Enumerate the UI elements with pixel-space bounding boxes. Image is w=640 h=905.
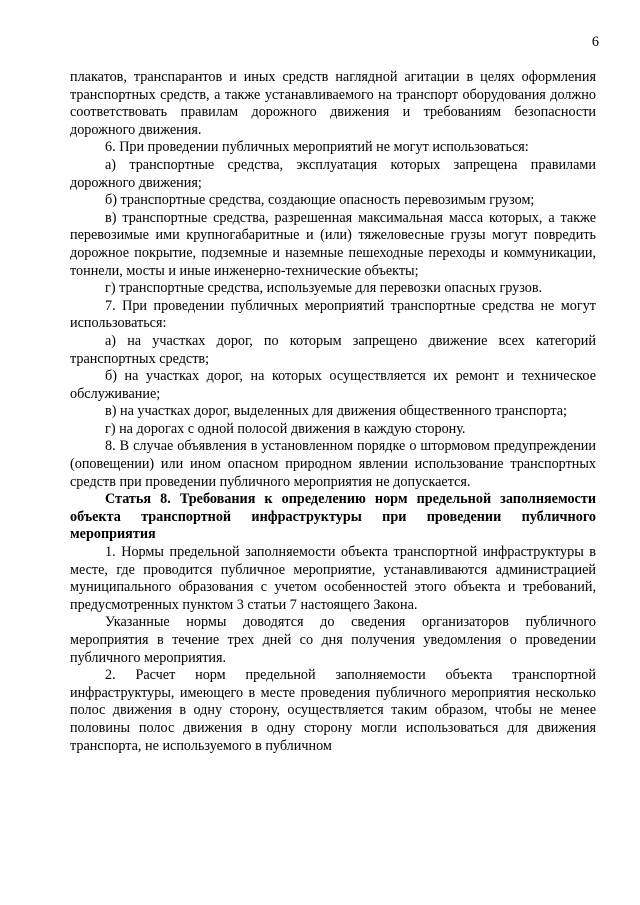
paragraph-continuation: плакатов, транспарантов и иных средств наглядной агитации в целях оформления транспортных средств, а также устанавливаемого на транспорт оборудования должно соответствовать правилам дорожного движения и требованиям безопасности дорожного движения. bbox=[70, 69, 596, 138]
paragraph-item-6a: а) транспортные средства, эксплуатация которых запрещена правилами дорожного движения; bbox=[70, 156, 596, 191]
paragraph-article8-notice: Указанные нормы доводятся до сведения организаторов публичного мероприятия в течение трех дней со дня получения уведомления о проведении публичного мероприятия. bbox=[70, 614, 596, 666]
document-body bbox=[70, 69, 596, 755]
paragraph-article8-item-2: 2. Расчет норм предельной заполняемости объекта транспортной инфраструктуры, имеющего в месте проведения публичного мероприятия несколько полос движения в одну сторону, осуществляется таким образом, чтобы не менее половины полос движения в одну сторону могли использоваться для движения транспорта, не используемого в публичном bbox=[70, 667, 596, 754]
paragraph-item-6b: б) транспортные средства, создающие опасность перевозимым грузом; bbox=[105, 192, 535, 209]
paragraph-item-6: 6. При проведении публичных мероприятий не могут использоваться: bbox=[105, 139, 529, 156]
paragraph-item-7a: а) на участках дорог, по которым запрещено движение всех категорий транспортных средств; bbox=[70, 332, 596, 367]
paragraph-item-7: 7. При проведении публичных мероприятий транспортные средства не могут использоваться: bbox=[70, 297, 596, 332]
article-heading: Статья 8. Требования к определению норм предельной заполняемости объекта транспортной инфраструктуры при проведении публичного мероприятия bbox=[70, 491, 596, 543]
paragraph-item-6v: в) транспортные средства, разрешенная максимальная масса которых, а также перевозимые ими крупногабаритные и (или) тяжеловесные грузы могут повредить дорожное покрытие, подземные и наземные пешеходные переходы и коммуникации, тоннели, мосты и иные инженерно-технические объекты; bbox=[70, 209, 596, 279]
page-number: 6 bbox=[591, 34, 599, 50]
paragraph-item-6g: г) транспортные средства, используемые для перевозки опасных грузов. bbox=[105, 280, 543, 297]
paragraph-item-7v: в) на участках дорог, выделенных для движения общественного транспорта; bbox=[105, 403, 567, 420]
paragraph-article8-item-1: 1. Нормы предельной заполняемости объекта транспортной инфраструктуры в месте, где проводится публичное мероприятие, устанавливаются администрацией муниципального образования с учетом особенностей этого объекта и требований, предусмотренных пунктом 3 статьи 7 настоящего Закона. bbox=[70, 544, 596, 613]
paragraph-item-8: 8. В случае объявления в установленном порядке о штормовом предупреждении (оповещении) или ином опасном природном явлении использование транспортных средств при проведении публичного мероприятия не допускается. bbox=[70, 438, 596, 490]
paragraph-item-7b: б) на участках дорог, на которых осуществляется их ремонт и техническое обслуживание; bbox=[70, 368, 596, 402]
paragraph-item-7g: г) на дорогах с одной полосой движения в каждую сторону. bbox=[105, 420, 466, 437]
